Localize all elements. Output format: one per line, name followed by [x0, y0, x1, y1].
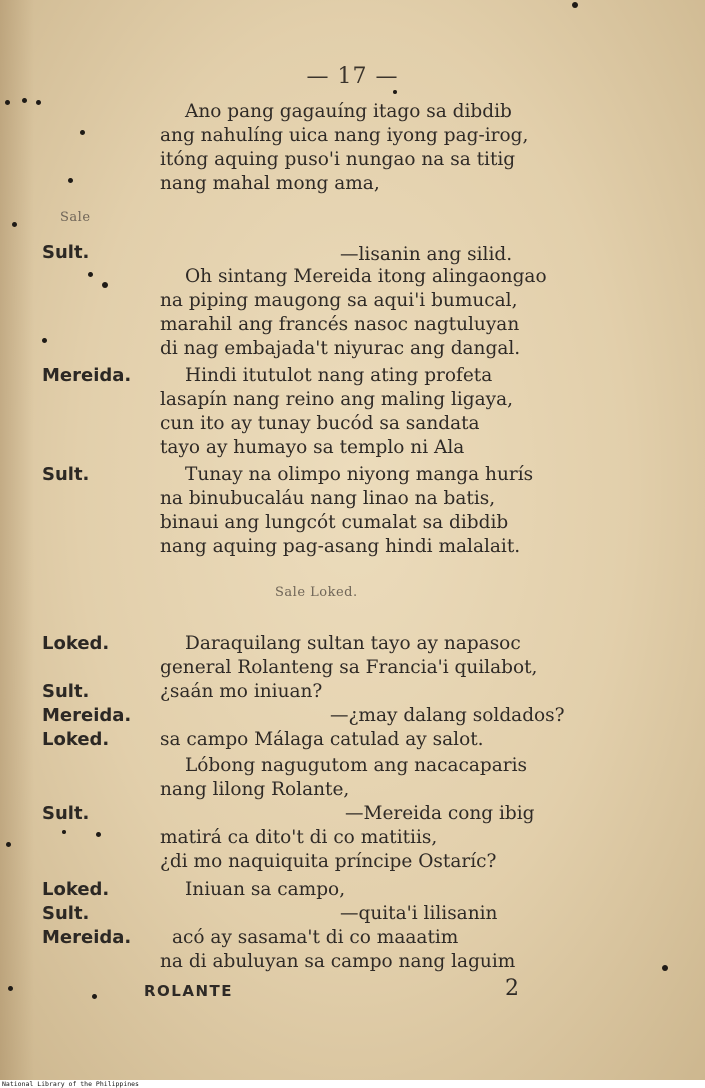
verse-line: na piping maugong sa aqui'i bumucal, — [160, 290, 518, 311]
verse-line: na binubucaláu nang linao na batis, — [160, 488, 496, 509]
speaker-label: Sult. — [42, 803, 90, 824]
speaker-label: Loked. — [42, 633, 110, 654]
speaker-label: Loked. — [42, 879, 110, 900]
verse-line: Ano pang gagauíng itago sa dibdib — [185, 101, 512, 122]
ink-speck — [22, 98, 27, 103]
verse-line: Lóbong nagugutom ang nacacaparis — [185, 755, 528, 776]
verse-line: Oh sintang Mereida itong alingaongao — [185, 266, 547, 287]
ink-speck — [393, 90, 397, 94]
speaker-label: Sult. — [42, 903, 90, 924]
verse-line: —¿may dalang soldados? — [330, 705, 565, 726]
ink-speck — [96, 832, 101, 837]
ink-speck — [62, 830, 66, 834]
speaker-label: Sult. — [42, 681, 90, 702]
ink-speck — [102, 282, 108, 288]
ink-speck — [572, 2, 578, 8]
speaker-label: Sult. — [42, 464, 90, 485]
verse-line: sa campo Málaga catulad ay salot. — [160, 729, 484, 750]
speaker-label: Mereida. — [42, 365, 132, 386]
signature-mark: 2 — [505, 976, 519, 1001]
verse-line: Tunay na olimpo niyong manga hurís — [185, 464, 534, 485]
verse-line: marahil ang francés nasoc nagtuluyan — [160, 314, 520, 335]
verse-line: binaui ang lungcót cumalat sa dibdib — [160, 512, 509, 533]
ink-speck — [8, 986, 13, 991]
ink-speck — [80, 130, 85, 135]
ink-speck — [662, 965, 668, 971]
verse-line: di nag embajada't niyurac ang dangal. — [160, 338, 521, 359]
verse-line: matirá ca dito't di co matitiis, — [160, 827, 438, 848]
verse-line: nang aquing pag-asang hindi malalait. — [160, 536, 521, 557]
ink-speck — [92, 994, 97, 999]
verse-line: —quita'i lilisanin — [340, 903, 498, 924]
speaker-label: Mereida. — [42, 705, 132, 726]
verse-line: ang nahulíng uica nang iyong pag-irog, — [160, 125, 529, 146]
verse-line: ¿saán mo iniuan? — [160, 681, 323, 702]
ink-speck — [36, 100, 41, 105]
verse-line: nang lilong Rolante, — [160, 779, 350, 800]
library-credit: National Library of the Philippines — [2, 1080, 139, 1088]
ink-speck — [5, 100, 10, 105]
verse-line: cun ito ay tunay bucód sa sandata — [160, 413, 480, 434]
verse-line: general Rolanteng sa Francia'i quilabot, — [160, 657, 538, 678]
page-number: — 17 — — [306, 64, 399, 89]
verse-line: ¿di mo naquiquita príncipe Ostaríc? — [160, 851, 497, 872]
ink-speck — [6, 842, 11, 847]
verse-line: Daraquilang sultan tayo ay napasoc — [185, 633, 521, 654]
verse-line: Hindi itutulot nang ating profeta — [185, 365, 493, 386]
page-gutter-shadow — [0, 0, 34, 1080]
stage-direction: Sale — [60, 210, 91, 225]
verse-line: Iniuan sa campo, — [185, 879, 346, 900]
stage-direction: Sale Loked. — [275, 585, 358, 600]
running-footer-title: ROLANTE — [144, 982, 234, 1000]
verse-line: itóng aquing puso'i nungao na sa titig — [160, 149, 516, 170]
speaker-label: Mereida. — [42, 927, 132, 948]
ink-speck — [68, 178, 73, 183]
verse-line: na di abuluyan sa campo nang laguim — [160, 951, 516, 972]
verse-line: lasapín nang reino ang maling ligaya, — [160, 389, 514, 410]
verse-line: —Mereida cong ibig — [345, 803, 535, 824]
speaker-label: Loked. — [42, 729, 110, 750]
ink-speck — [88, 272, 93, 277]
speaker-label: Sult. — [42, 242, 90, 263]
verse-line: acó ay sasama't di co maaatim — [172, 927, 459, 948]
verse-line: —lisanin ang silid. — [340, 244, 513, 265]
ink-speck — [12, 222, 17, 227]
verse-line: tayo ay humayo sa templo ni Ala — [160, 437, 465, 458]
ink-speck — [42, 338, 47, 343]
verse-line: nang mahal mong ama, — [160, 173, 380, 194]
